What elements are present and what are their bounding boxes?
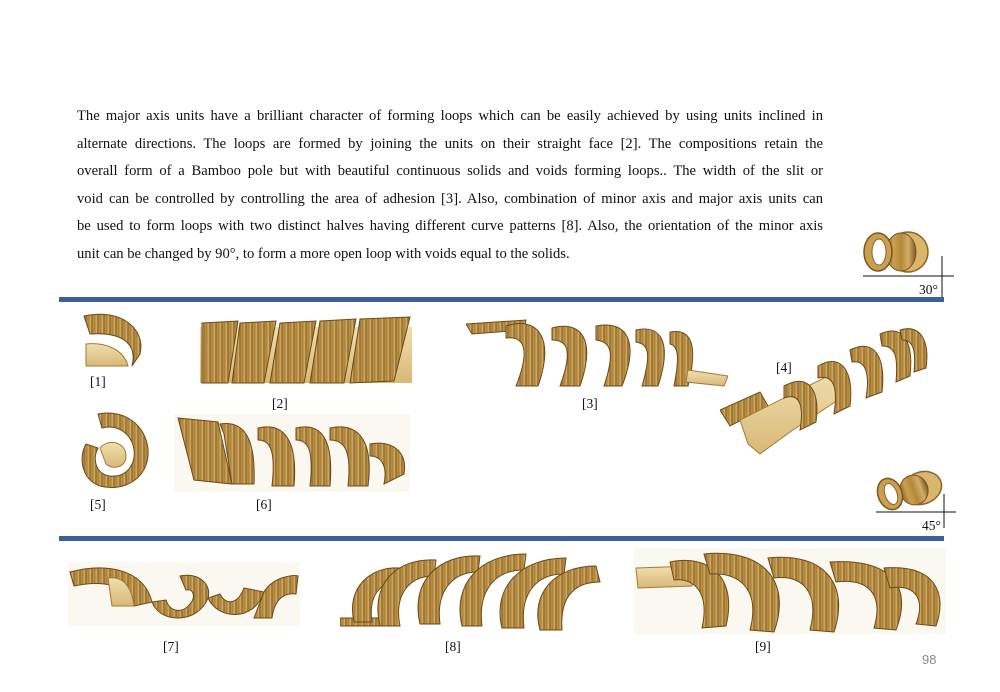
section-divider [59,536,944,541]
paragraph-line: void can be controlled by controlling the area of adhesion [3]. Also, combination of minor axis and major axis units can [77,190,823,207]
figure-7-caption: [7] [163,639,179,654]
bamboo-open-voids-loop-icon [634,548,946,634]
figure-4-caption: [4] [776,360,792,375]
paragraph-line: overall form of a Bamboo pole but with beautiful continuous solids and voids forming loops.. The width of the slit or [77,163,823,180]
paragraph-line: The major axis units have a brilliant character of forming loops which can be easily achieved by using units inclined in [77,108,823,124]
figure-7-photo [68,562,300,626]
figure-3-caption: [3] [582,396,598,411]
bamboo-wave-series-icon [174,414,410,492]
bamboo-loop-series-icon [198,313,414,385]
body-paragraph [77,103,823,269]
figure-5-photo [78,408,150,490]
angle-label-45: 45° [922,518,941,533]
angle-diagram-45 [872,466,958,528]
figure-5-caption: [5] [90,497,106,512]
figure-8-caption: [8] [445,639,461,654]
figure-3-photo [466,316,728,388]
bamboo-spiral-icon [78,408,150,490]
bamboo-s-curve-icon [68,562,300,626]
figure-1-caption: [1] [90,374,106,389]
angle-label-30: 30° [919,282,938,297]
bamboo-open-loop-series-icon [466,316,728,388]
bamboo-two-halves-loop-icon [340,548,602,632]
bamboo-diagonal-loop-icon [720,322,930,460]
paragraph-line: unit can be changed by 90°, to form a more open loop with voids equal to the solids. [77,245,570,262]
figure-4-photo [720,322,930,460]
bamboo-half-loop-icon [80,310,146,372]
inclined-unit-icon [858,228,958,298]
figure-9-photo [634,548,946,634]
angle-diagram-30 [858,228,958,298]
page-number: 98 [922,652,937,667]
figure-2-caption: [2] [272,396,288,411]
figure-2-photo [198,313,414,385]
figure-9-caption: [9] [755,639,771,654]
section-divider [59,297,944,302]
figure-6-photo [174,414,410,492]
figure-8-photo [340,548,602,632]
paragraph-line: alternate directions. The loops are formed by joining the units on their straight face [2]. The compositions retain the [77,135,823,152]
figure-1-photo [80,310,146,372]
inclined-unit-icon [872,466,958,528]
paragraph-line: be used to form loops with two distinct halves having different curve patterns [8]. Also, the orientation of the minor axis [77,218,823,235]
figure-6-caption: [6] [256,497,272,512]
